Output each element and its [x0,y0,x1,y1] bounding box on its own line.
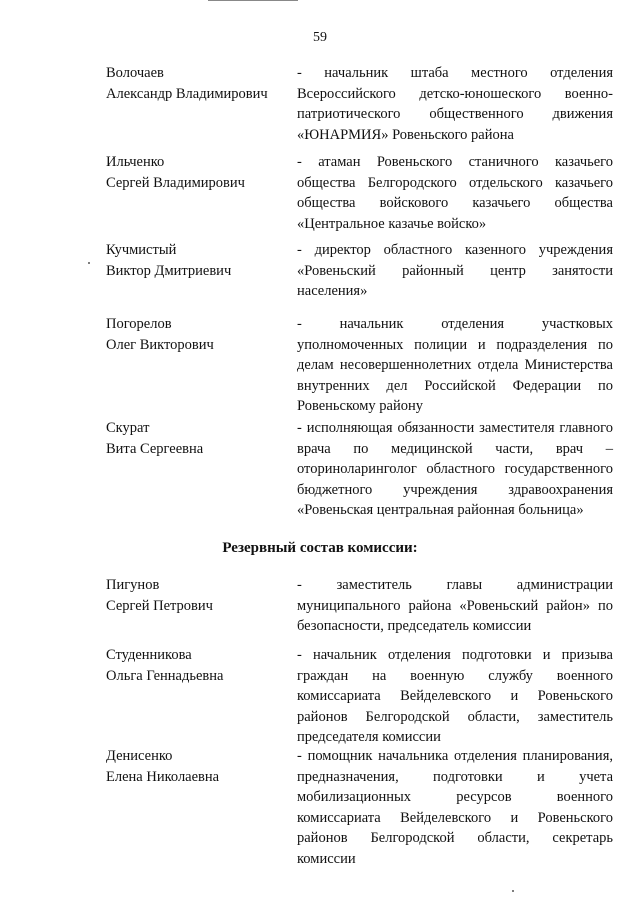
member-surname: Студенникова [106,647,192,663]
member-given-name: Вита Сергеевна [106,440,204,457]
member-name [106,240,291,281]
member-given-name: Александр Владимирович [106,85,268,102]
member-surname: Скурат [106,420,150,436]
member-given-name: Сергей Петрович [106,597,213,614]
member-surname: Ильченко [106,154,165,170]
scan-speck [512,890,514,892]
page-number: 59 [313,30,327,45]
member-role: - исполняющая обязанности заместителя главного врача по медицинской части, врач – оториноларинголог областного государственного бюджетного учреждения здравоохранения «Ровеньская центральная районная больница» [297,420,613,518]
member-given-name: Виктор Дмитриевич [106,262,232,279]
member-name [106,63,291,104]
member-role: - помощник начальника отделения планирования, предназначения, подготовки и учета мобилизационных ресурсов военного комиссариата Вейделевского и Ровеньского районов Белгородской области, секретарь комиссии [297,748,613,867]
member-surname: Пигунов [106,577,160,593]
member-name [106,645,291,686]
member-surname: Кучмистый [106,242,177,258]
member-name [106,418,291,459]
reserve-section-heading: Резервный состав комиссии: [222,540,418,556]
member-surname: Погорелов [106,316,172,332]
member-role: - начальник штаба местного отделения Всероссийского детско-юношеского военно-патриотического общественного движения «ЮНАРМИЯ» Ровеньского района [297,65,613,143]
member-name [106,746,291,787]
scan-speck [88,262,90,264]
member-role: - атаман Ровеньского станичного казачьего общества Белгородского отдельского казачьего общества войскового казачьего общества «Центральное казачье войско» [297,154,613,232]
member-surname: Денисенко [106,748,173,764]
member-surname: Волочаев [106,65,164,81]
top-edge-mark [208,0,298,3]
member-name [106,575,291,616]
member-role: - заместитель главы администрации муниципального района «Ровеньский район» по безопасности, председатель комиссии [297,577,613,634]
member-name [106,314,291,355]
member-given-name: Сергей Владимирович [106,174,245,191]
member-name [106,152,291,193]
member-given-name: Ольга Геннадьевна [106,667,224,684]
member-role: - начальник отделения участковых уполномоченных полиции и подразделения по делам несовершеннолетних отдела Министерства внутренних дел Российской Федерации по Ровеньскому району [297,316,613,414]
member-given-name: Елена Николаевна [106,768,220,785]
member-given-name: Олег Викторович [106,336,214,353]
member-role: - директор областного казенного учреждения «Ровеньский районный центр занятости населения» [297,242,613,299]
member-role: - начальник отделения подготовки и призыва граждан на военную службу военного комиссариата Вейделевского и Ровеньского районов Белгородской области, заместитель председателя комиссии [297,647,613,745]
